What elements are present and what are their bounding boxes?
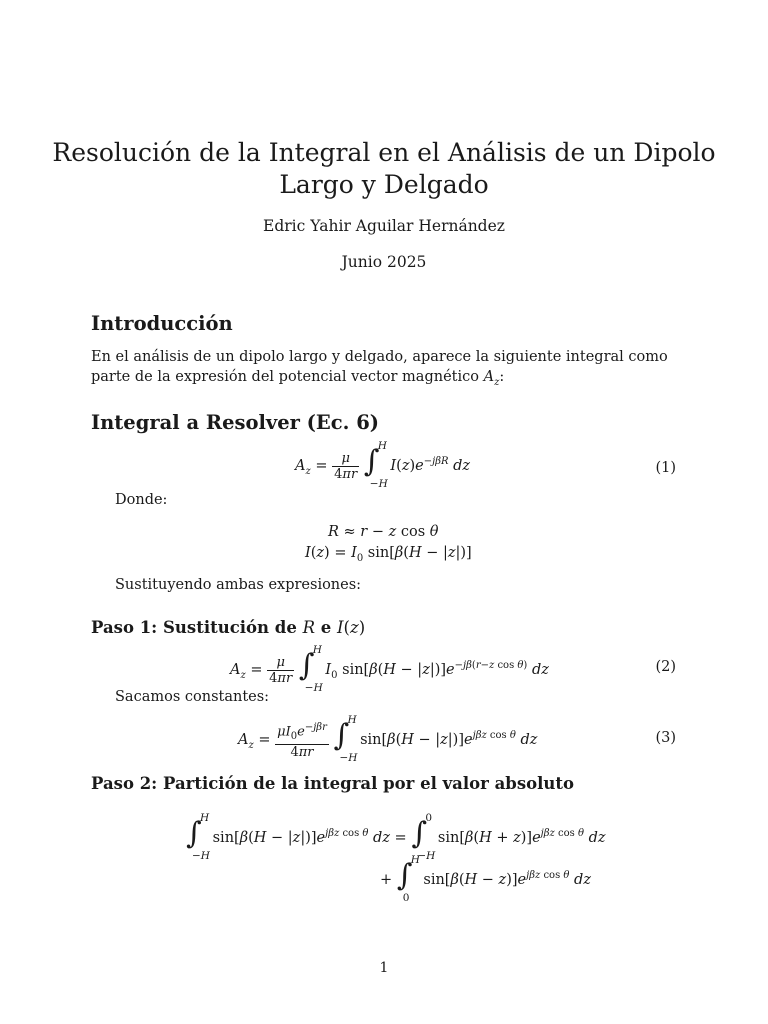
equation-4-line-1: ∫ H −H $\sin[\beta(H - |z|)]e^{j\beta z cos \theta}$ dz = ∫ 0 −H $\sin[\beta(H + z)]e^{j\beta z cos \theta}$ dz <box>186 812 606 862</box>
author: Edric Yahir Aguilar Hernández <box>263 217 505 235</box>
equation-1: $A_z$ = $\frac{\mu}{4\pi r}$ ∫ H −H $I(z)e^{-j\beta R}$ dz <box>295 440 471 490</box>
page-number: 1 <box>379 960 389 976</box>
equation-number-3: (3) <box>655 730 676 746</box>
intro-heading: Introducción <box>91 312 233 335</box>
paper-title-line-1: Resolución de la Integral en el Análisis de un Dipolo <box>52 138 716 167</box>
equation-R: R ≈ r − z cos θ <box>328 524 439 540</box>
equation-number-1: (1) <box>655 460 676 476</box>
donde-label: Donde: <box>115 492 168 508</box>
integral-sign: ∫ H −H <box>186 812 210 862</box>
sacamos-label: Sacamos constantes: <box>115 689 270 705</box>
integral-sign: ∫ H −H <box>298 644 323 694</box>
equation-3: $A_z$ = $\frac{\mu I_0e^{-j\beta r}}{4\pi r}$ ∫ H −H $\sin[\beta(H - |z|)]e^{j\beta z cos \theta}$ dz <box>238 714 538 764</box>
integral-heading: Integral a Resolver (Ec. 6) <box>91 411 380 434</box>
date: Junio 2025 <box>341 253 427 271</box>
equation-I: $I(z) = I_0$ sin[β(H − |z|)] <box>305 545 472 564</box>
paper-title-line-2: Largo y Delgado <box>279 170 489 199</box>
integral-sign: ∫ H −H <box>363 440 388 490</box>
paso1-heading: Paso 1: Sustitución de R e I(z) <box>91 618 366 637</box>
intro-text: En el análisis de un dipolo largo y delgado, aparece la siguiente integral como parte de la expresión del potencial vector magnético <box>91 349 668 385</box>
integral-sign: ∫ 0 −H <box>411 812 436 862</box>
intro-paragraph: En el análisis de un dipolo largo y delgado, aparece la siguiente integral como parte de la expresión del potencial vector magnético $A_z$: <box>91 349 668 388</box>
equation-4-line-2: + ∫ H 0 $\sin[\beta(H - z)]e^{j\beta z cos \theta}$ dz <box>380 854 591 904</box>
integral-sign: ∫ H 0 <box>396 854 420 904</box>
sustituyendo-label: Sustituyendo ambas expresiones: <box>115 577 362 593</box>
equation-2: $A_z$ = $\frac{\mu}{4\pi r}$ ∫ H −H $I_0$ $\sin[\beta(H - |z|)]e^{-j\beta(r-z cos \theta)}$ dz <box>230 644 549 694</box>
paso2-heading: Paso 2: Partición de la integral por el valor absoluto <box>91 774 575 793</box>
integral-sign: ∫ H −H <box>333 714 358 764</box>
equation-number-2: (2) <box>655 659 676 675</box>
